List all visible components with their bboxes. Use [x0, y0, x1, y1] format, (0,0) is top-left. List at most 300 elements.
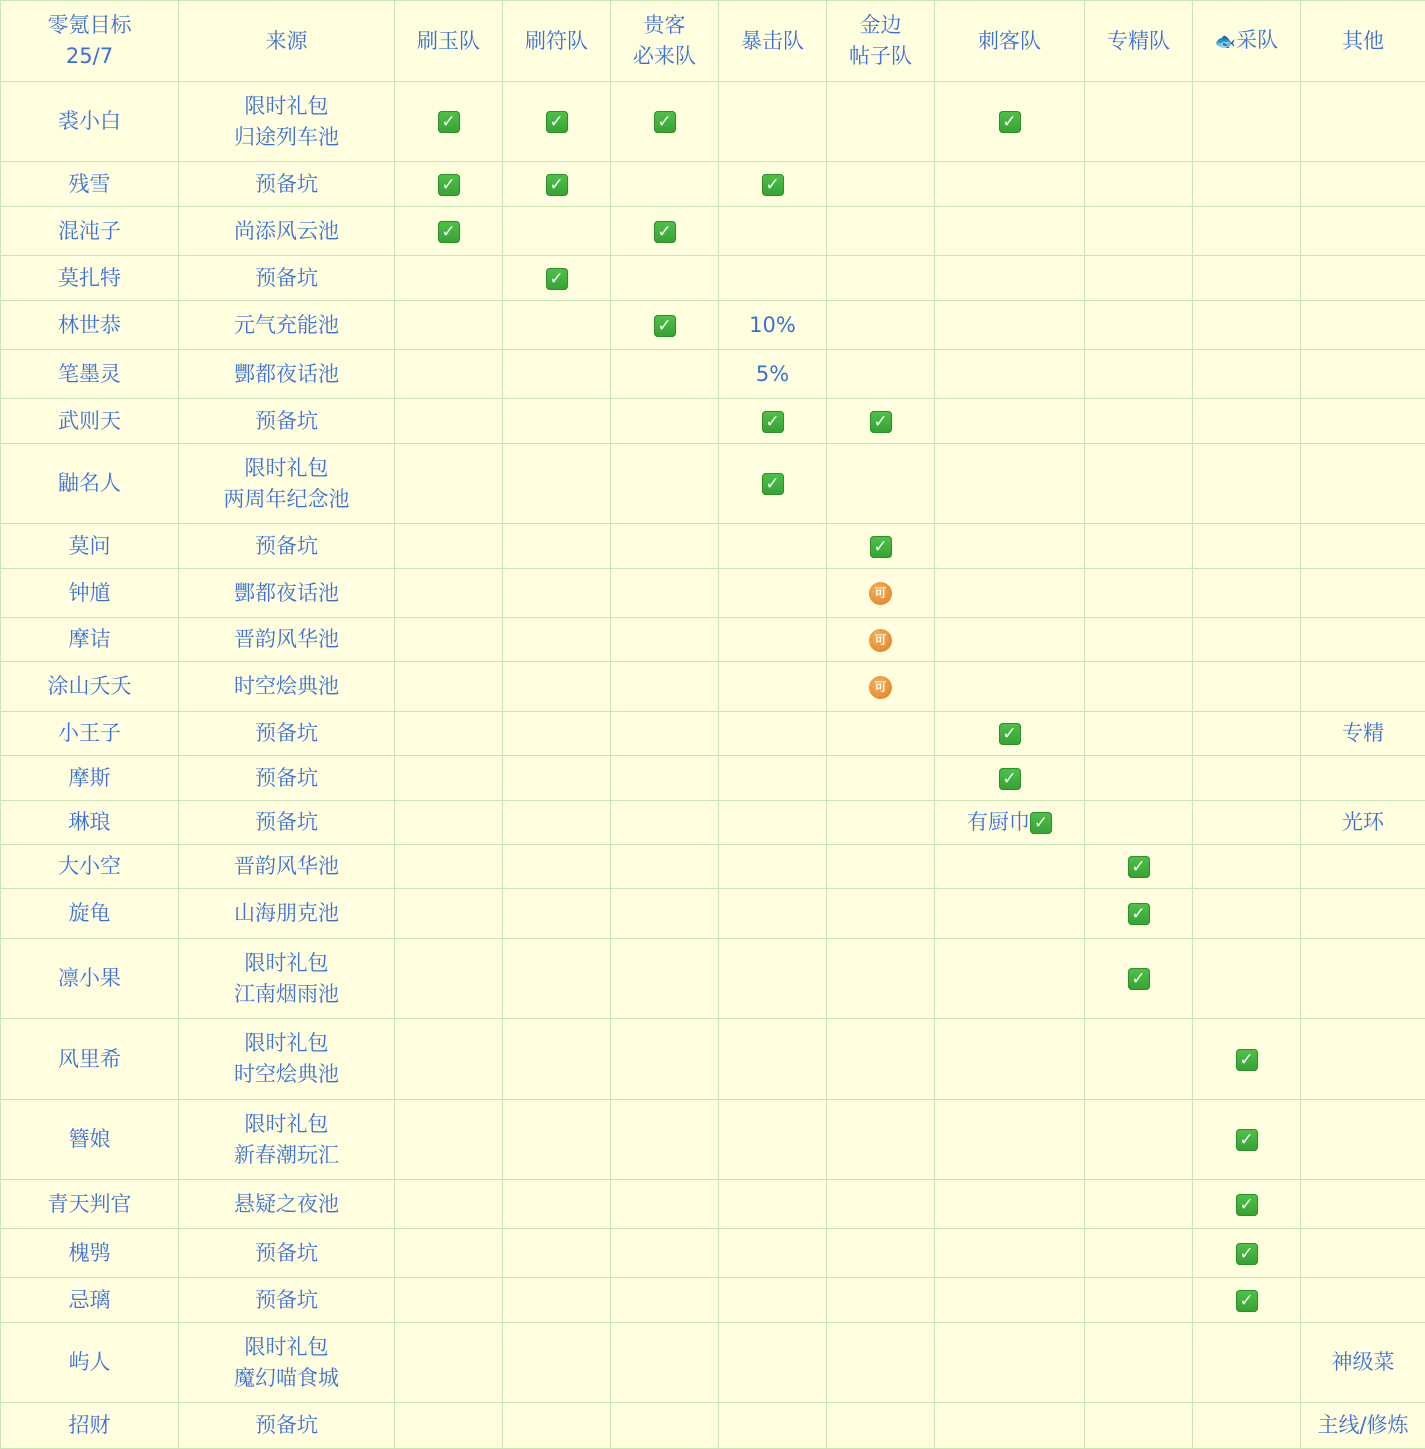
team-cell: [935, 301, 1085, 350]
column-header-line: 暴击队: [719, 26, 826, 57]
ke-badge-icon: 可: [869, 676, 892, 699]
source-line: 魔幻喵食城: [179, 1363, 394, 1394]
team-cell: [935, 569, 1085, 618]
team-cell: [611, 350, 719, 399]
team-cell: [611, 524, 719, 569]
character-name: 摩诘: [1, 624, 178, 655]
team-cell: [1085, 1019, 1193, 1100]
table-row: [1, 569, 1425, 618]
team-cell: [1301, 1100, 1425, 1180]
team-cell: [827, 569, 935, 618]
team-cell: [827, 662, 935, 712]
team-cell: [395, 524, 503, 569]
team-cell: [719, 1278, 827, 1323]
team-cell: [1085, 662, 1193, 712]
source-cell: [179, 845, 395, 889]
team-cell: [395, 1019, 503, 1100]
team-cell: [827, 301, 935, 350]
team-cell: [1193, 1180, 1301, 1229]
character-name-cell: [1, 801, 179, 845]
team-cell: [395, 1403, 503, 1449]
column-header-line: 25/7: [1, 41, 178, 72]
team-cell: [1193, 350, 1301, 399]
header-row: [1, 1, 1425, 82]
team-cell: [719, 399, 827, 444]
source-cell: [179, 1229, 395, 1278]
table-row: [1, 256, 1425, 301]
team-cell: [827, 712, 935, 756]
column-header: [395, 1, 503, 82]
team-cell: [935, 1019, 1085, 1100]
source-cell: [179, 569, 395, 618]
character-name-cell: [1, 756, 179, 801]
column-header: [827, 1, 935, 82]
character-name: 凛小果: [1, 963, 178, 994]
team-cell: [827, 524, 935, 569]
column-header-line: 专精队: [1085, 26, 1192, 57]
source-cell: [179, 524, 395, 569]
check-mark-icon: ✓: [438, 111, 460, 133]
team-cell: [1301, 301, 1425, 350]
team-cell: [1193, 845, 1301, 889]
table-row: [1, 845, 1425, 889]
team-cell: [1301, 162, 1425, 207]
team-cell: [395, 801, 503, 845]
character-name: 莫问: [1, 531, 178, 562]
table-row: [1, 939, 1425, 1019]
character-name: 笔墨灵: [1, 359, 178, 390]
column-header: [1, 1, 179, 82]
source-cell: [179, 618, 395, 662]
team-cell: [611, 1403, 719, 1449]
team-cell: [395, 82, 503, 162]
team-cell: [1301, 1278, 1425, 1323]
team-cell: [719, 444, 827, 524]
team-cell: [719, 301, 827, 350]
team-cell: [719, 1019, 827, 1100]
team-cell: [503, 399, 611, 444]
team-cell: [719, 1403, 827, 1449]
team-cell: [935, 1323, 1085, 1403]
team-cell: [611, 801, 719, 845]
cell-text: 光环: [1342, 810, 1384, 834]
character-name-cell: [1, 845, 179, 889]
team-cell: [935, 256, 1085, 301]
team-cell: [503, 845, 611, 889]
team-cell: [1193, 1100, 1301, 1180]
check-mark-icon: ✓: [1128, 968, 1150, 990]
source-line: 预备坑: [179, 1410, 394, 1441]
source-line: 预备坑: [179, 763, 394, 794]
team-cell: [611, 1019, 719, 1100]
character-name: 屿人: [1, 1347, 178, 1378]
character-name-cell: [1, 662, 179, 712]
character-name-cell: [1, 939, 179, 1019]
check-mark-icon: ✓: [546, 174, 568, 196]
team-cell: [935, 618, 1085, 662]
team-cell: [1085, 1403, 1193, 1449]
character-name-cell: [1, 889, 179, 939]
team-cell: [935, 162, 1085, 207]
character-name: 莫扎特: [1, 263, 178, 294]
team-cell: [1085, 1229, 1193, 1278]
source-line: 预备坑: [179, 263, 394, 294]
team-cell: [719, 662, 827, 712]
team-cell: [503, 524, 611, 569]
team-cell: [827, 1100, 935, 1180]
source-line: 晋韵风华池: [179, 624, 394, 655]
table-row: [1, 618, 1425, 662]
team-cell: [1301, 1403, 1425, 1449]
team-cell: [1193, 756, 1301, 801]
table-row: [1, 1100, 1425, 1180]
column-header-line: 刷符队: [503, 26, 610, 57]
team-cell: [1085, 1180, 1193, 1229]
team-cell: [503, 1403, 611, 1449]
source-line: 时空烩典池: [179, 671, 394, 702]
check-mark-icon: ✓: [546, 268, 568, 290]
character-name: 鼬名人: [1, 468, 178, 499]
character-name-cell: [1, 1323, 179, 1403]
team-cell: [1085, 845, 1193, 889]
character-name-cell: [1, 1278, 179, 1323]
team-cell: [503, 889, 611, 939]
source-line: 酆都夜话池: [179, 359, 394, 390]
source-line: 时空烩典池: [179, 1059, 394, 1090]
column-header: [611, 1, 719, 82]
team-cell: [503, 256, 611, 301]
character-name: 簪娘: [1, 1124, 178, 1155]
team-cell: [395, 207, 503, 256]
team-cell: [503, 712, 611, 756]
team-cell: [1301, 444, 1425, 524]
team-cell: [395, 845, 503, 889]
source-line: 两周年纪念池: [179, 484, 394, 515]
cell-text: 主线/修炼: [1317, 1413, 1408, 1437]
source-line: 尚添风云池: [179, 216, 394, 247]
team-cell: [503, 162, 611, 207]
team-cell: [503, 756, 611, 801]
team-cell: [935, 1403, 1085, 1449]
table-row: [1, 1403, 1425, 1449]
table-row: [1, 162, 1425, 207]
team-cell: [719, 1323, 827, 1403]
source-cell: [179, 712, 395, 756]
team-cell: [719, 569, 827, 618]
team-cell: [827, 82, 935, 162]
team-cell: [503, 1180, 611, 1229]
source-line: 限时礼包: [179, 948, 394, 979]
character-name-cell: [1, 162, 179, 207]
team-cell: [1193, 207, 1301, 256]
team-cell: [395, 1278, 503, 1323]
character-name-cell: [1, 569, 179, 618]
team-cell: [611, 756, 719, 801]
team-cell: [503, 618, 611, 662]
team-cell: [503, 350, 611, 399]
source-cell: [179, 801, 395, 845]
team-cell: [395, 399, 503, 444]
team-cell: [1085, 399, 1193, 444]
team-cell: [827, 756, 935, 801]
table-row: [1, 350, 1425, 399]
team-cell: [1085, 618, 1193, 662]
team-cell: [827, 399, 935, 444]
team-cell: [611, 939, 719, 1019]
team-cell: [503, 207, 611, 256]
table-row: [1, 207, 1425, 256]
team-cell: [611, 712, 719, 756]
team-cell: [1301, 712, 1425, 756]
team-cell: [1085, 889, 1193, 939]
column-header-line: 其他: [1301, 26, 1425, 57]
character-name: 林世恭: [1, 310, 178, 341]
character-name: 裘小白: [1, 106, 178, 137]
team-cell: [503, 662, 611, 712]
team-cell: [1193, 662, 1301, 712]
check-mark-icon: ✓: [1128, 903, 1150, 925]
team-cell: [395, 350, 503, 399]
team-cell: [395, 939, 503, 1019]
source-cell: [179, 889, 395, 939]
team-cell: [827, 939, 935, 1019]
cell-text: 专精: [1342, 721, 1384, 745]
check-mark-icon: ✓: [654, 111, 676, 133]
team-cell: [395, 662, 503, 712]
team-cell: [395, 1323, 503, 1403]
column-header-line: 必来队: [611, 41, 718, 72]
team-cell: [719, 1229, 827, 1278]
team-cell: [1301, 939, 1425, 1019]
source-cell: [179, 1019, 395, 1100]
source-cell: [179, 444, 395, 524]
check-mark-icon: ✓: [762, 411, 784, 433]
team-cell: [503, 444, 611, 524]
team-cell: [1301, 350, 1425, 399]
team-cell: [503, 1100, 611, 1180]
team-cell: [611, 1229, 719, 1278]
team-cell: [611, 569, 719, 618]
check-mark-icon: ✓: [1128, 856, 1150, 878]
check-mark-icon: ✓: [438, 221, 460, 243]
table-row: [1, 1019, 1425, 1100]
team-cell: [395, 1100, 503, 1180]
team-cell: [395, 618, 503, 662]
team-cell: [935, 1278, 1085, 1323]
source-cell: [179, 756, 395, 801]
team-cell: [1193, 399, 1301, 444]
team-cell: [395, 301, 503, 350]
team-cell: [827, 1403, 935, 1449]
character-name-cell: [1, 1019, 179, 1100]
team-cell: [395, 1180, 503, 1229]
team-cell: [935, 756, 1085, 801]
team-cell: [503, 82, 611, 162]
team-cell: [935, 712, 1085, 756]
team-cell: [719, 350, 827, 399]
character-name: 残雪: [1, 169, 178, 200]
team-cell: [935, 1100, 1085, 1180]
team-cell: [719, 162, 827, 207]
team-cell: [1301, 569, 1425, 618]
team-cell: [1301, 618, 1425, 662]
character-name-cell: [1, 712, 179, 756]
team-cell: [1301, 524, 1425, 569]
team-cell: [1301, 207, 1425, 256]
team-cell: [503, 301, 611, 350]
team-cell: [719, 256, 827, 301]
team-cell: [935, 1180, 1085, 1229]
team-cell: [935, 444, 1085, 524]
character-name: 槐鸮: [1, 1238, 178, 1269]
team-cell: [395, 162, 503, 207]
team-cell: [1085, 1278, 1193, 1323]
team-cell: [503, 1323, 611, 1403]
team-cell: [719, 889, 827, 939]
table-row: [1, 444, 1425, 524]
check-mark-icon: ✓: [999, 111, 1021, 133]
team-cell: [827, 444, 935, 524]
table-row: [1, 524, 1425, 569]
table-row: [1, 756, 1425, 801]
source-cell: [179, 256, 395, 301]
ke-badge-icon: 可: [869, 582, 892, 605]
source-line: 悬疑之夜池: [179, 1189, 394, 1220]
check-mark-icon: ✓: [1236, 1049, 1258, 1071]
team-cell: [827, 801, 935, 845]
team-cell: [719, 756, 827, 801]
team-cell: [1301, 82, 1425, 162]
character-name: 小王子: [1, 718, 178, 749]
team-cell: [935, 524, 1085, 569]
source-cell: [179, 662, 395, 712]
column-header: [503, 1, 611, 82]
team-cell: [719, 618, 827, 662]
column-header-line: 来源: [179, 26, 394, 57]
source-cell: [179, 301, 395, 350]
table-row: [1, 662, 1425, 712]
team-cell: [503, 1019, 611, 1100]
team-cell: [719, 524, 827, 569]
team-cell: [1085, 350, 1193, 399]
character-name: 招财: [1, 1410, 178, 1441]
team-cell: [1301, 1019, 1425, 1100]
source-line: 元气充能池: [179, 310, 394, 341]
column-header-line: 刷玉队: [395, 26, 502, 57]
source-line: 新春潮玩汇: [179, 1140, 394, 1171]
team-cell: [1193, 939, 1301, 1019]
team-cell: [1085, 712, 1193, 756]
fish-icon: 🐟: [1215, 32, 1236, 52]
character-name: 钟馗: [1, 578, 178, 609]
team-cell: [1085, 939, 1193, 1019]
column-header: [935, 1, 1085, 82]
team-cell: [1085, 256, 1193, 301]
source-line: 预备坑: [179, 807, 394, 838]
column-header: [1085, 1, 1193, 82]
source-cell: [179, 399, 395, 444]
team-cell: [611, 889, 719, 939]
source-line: 限时礼包: [179, 453, 394, 484]
table-row: [1, 712, 1425, 756]
character-name-cell: [1, 524, 179, 569]
character-name-cell: [1, 1403, 179, 1449]
column-header-line: 贵客: [611, 10, 718, 41]
cell-text: 有厨巾: [967, 810, 1030, 834]
team-cell: [611, 207, 719, 256]
team-cell: [719, 801, 827, 845]
table-row: [1, 399, 1425, 444]
team-cell: [395, 569, 503, 618]
team-cell: [1193, 301, 1301, 350]
check-mark-icon: ✓: [1236, 1243, 1258, 1265]
check-mark-icon: ✓: [1236, 1290, 1258, 1312]
team-cell: [1193, 801, 1301, 845]
team-cell: [503, 801, 611, 845]
column-header: [179, 1, 395, 82]
team-cell: [611, 845, 719, 889]
team-cell: [503, 939, 611, 1019]
team-cell: [611, 444, 719, 524]
team-cell: [935, 399, 1085, 444]
column-header: [1301, 1, 1425, 82]
team-cell: [827, 1019, 935, 1100]
source-line: 江南烟雨池: [179, 979, 394, 1010]
source-cell: [179, 207, 395, 256]
team-cell: [935, 939, 1085, 1019]
check-mark-icon: ✓: [1236, 1129, 1258, 1151]
team-cell: [935, 1229, 1085, 1278]
team-cell: [1193, 1323, 1301, 1403]
character-name: 风里希: [1, 1044, 178, 1075]
team-cell: [1085, 524, 1193, 569]
team-cell: [719, 712, 827, 756]
team-cell: [395, 256, 503, 301]
check-mark-icon: ✓: [999, 723, 1021, 745]
character-name: 大小空: [1, 851, 178, 882]
source-cell: [179, 1180, 395, 1229]
team-cell: [719, 939, 827, 1019]
team-cell: [1301, 399, 1425, 444]
team-cell: [611, 399, 719, 444]
team-cell: [935, 889, 1085, 939]
team-cell: [1085, 207, 1193, 256]
team-cell: [1193, 1229, 1301, 1278]
source-cell: [179, 82, 395, 162]
column-header-line: 零氪目标: [1, 10, 178, 41]
team-cell: [1193, 712, 1301, 756]
check-mark-icon: ✓: [762, 473, 784, 495]
character-name-cell: [1, 618, 179, 662]
source-line: 预备坑: [179, 718, 394, 749]
source-line: 预备坑: [179, 406, 394, 437]
column-header-line: 刺客队: [935, 26, 1084, 57]
character-name: 琳琅: [1, 807, 178, 838]
character-name: 忌璃: [1, 1285, 178, 1316]
source-line: 山海朋克池: [179, 898, 394, 929]
character-name-cell: [1, 444, 179, 524]
team-cell: [827, 256, 935, 301]
team-cell: [827, 350, 935, 399]
team-cell: [935, 82, 1085, 162]
source-cell: [179, 1278, 395, 1323]
team-cell: [1193, 889, 1301, 939]
character-name-cell: [1, 350, 179, 399]
character-name-cell: [1, 82, 179, 162]
cell-text: 神级菜: [1332, 1350, 1395, 1374]
team-cell: [719, 82, 827, 162]
source-cell: [179, 350, 395, 399]
